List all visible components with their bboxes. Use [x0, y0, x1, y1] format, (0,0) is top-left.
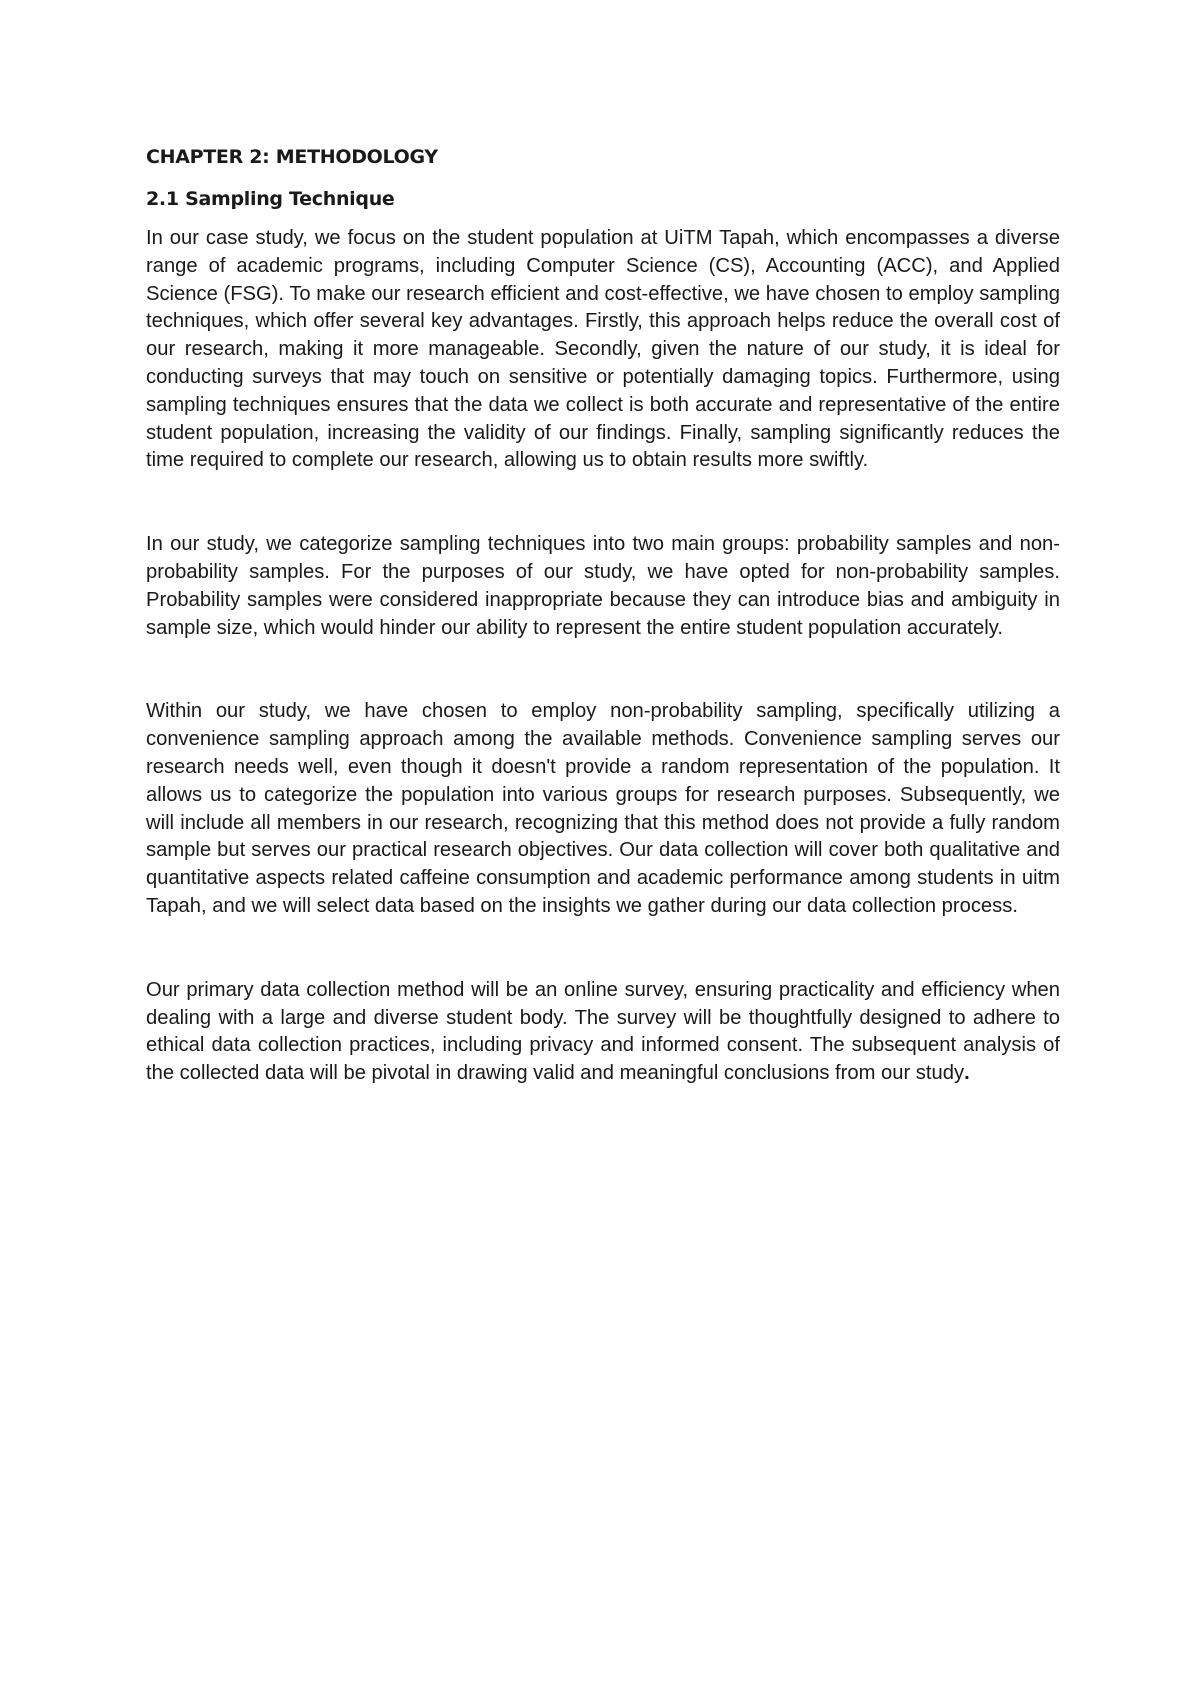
paragraph-sample-groups: In our study, we categorize sampling techniques into two main groups: probability samples and non-probability samples. For the purposes of our study, we have opted for non-probability samples. Probability samples were considered inappropriate because they can introduce bias and ambiguity in sample size, which would hinder our ability to represent the entire student population accurately.: [146, 533, 1060, 639]
document-content: [146, 145, 1060, 1088]
paragraph-convenience-sampling: Within our study, we have chosen to employ non-probability sampling, specifically utilizing a convenience sampling approach among the available methods. Convenience sampling serves our research needs well, even though it doesn't provide a random representation of the population. It allows us to categorize the population into various groups for research purposes. Subsequently, we will include all members in our research, recognizing that this method does not provide a fully random sample but serves our practical research objectives. Our data collection will cover both qualitative and quantitative aspects related caffeine consumption and academic performance among students in uitm Tapah, and we will select data based on the insights we gather during our data collection process.: [146, 700, 1060, 917]
chapter-title: CHAPTER 2: METHODOLOGY: [146, 146, 438, 168]
section-title: 2.1 Sampling Technique: [146, 188, 395, 210]
paragraph-data-collection-text: Our primary data collection method will be an online survey, ensuring practicality and efficiency when dealing with a large and diverse student body. The survey will be thoughtfully designed to adhere to ethical data collection practices, including privacy and informed consent. The subsequent analysis of the collected data will be pivotal in drawing valid and meaningful conclusions from our study: [146, 978, 1060, 1085]
paragraph-data-collection: [146, 977, 1060, 1088]
final-period: .: [964, 1062, 970, 1085]
paragraph-sampling-overview: In our case study, we focus on the student population at UiTM Tapah, which encompasses a diverse range of academic programs, including Computer Science (CS), Accounting (ACC), and Applied Science (FSG). To make our research efficient and cost-effective, we have chosen to employ sampling techniques, which offer several key advantages. Firstly, this approach helps reduce the overall cost of our research, making it more manageable. Secondly, given the nature of our study, it is ideal for conducting surveys that may touch on sensitive or potentially damaging topics. Furthermore, using sampling techniques ensures that the data we collect is both accurate and representative of the entire student population, increasing the validity of our findings. Finally, sampling significantly reduces the time required to complete our research, allowing us to obtain results more swiftly.: [146, 227, 1060, 472]
